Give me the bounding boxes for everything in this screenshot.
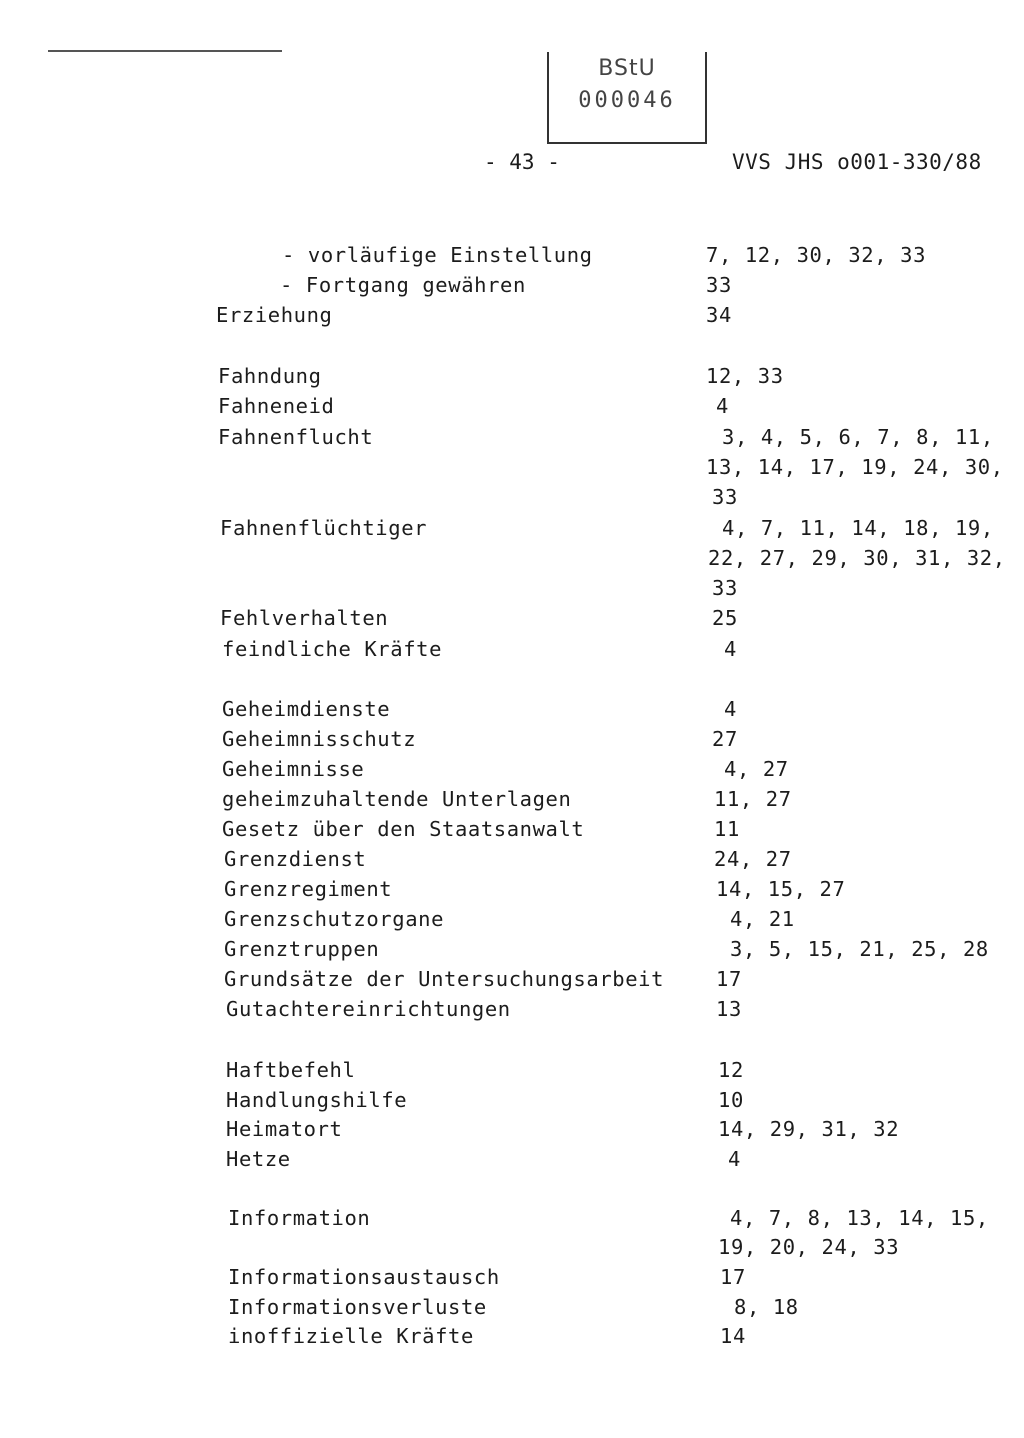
index-page-refs: 4 (716, 394, 729, 418)
index-entry (0, 1262, 1024, 1292)
index-page-refs: 4 (724, 697, 737, 721)
index-entry (0, 634, 1024, 664)
index-page-refs: 4, 7, 11, 14, 18, 19, (722, 516, 994, 540)
index-entry (0, 1203, 1024, 1233)
index-term: Heimatort (226, 1117, 343, 1141)
index-page-refs: 22, 27, 29, 30, 31, 32, (708, 546, 1006, 570)
index-term: Geheimnisschutz (222, 727, 417, 751)
index-term: Informationsaustausch (228, 1265, 500, 1289)
index-page-refs: 8, 18 (734, 1295, 799, 1319)
index-term: Gutachtereinrichtungen (226, 997, 511, 1021)
top-rule (48, 50, 282, 52)
index-term: Grenzdienst (224, 847, 367, 871)
index-page-refs: 27 (712, 727, 738, 751)
document-reference: VVS JHS o001-330/88 (732, 150, 982, 174)
index-term: inoffizielle Kräfte (228, 1324, 474, 1348)
index-term: - vorläufige Einstellung (282, 243, 593, 267)
index-entry (0, 1292, 1024, 1322)
index-page-refs: 25 (712, 606, 738, 630)
index-page-refs: 10 (718, 1088, 744, 1112)
index-entry (0, 934, 1024, 964)
index-term: Gesetz über den Staatsanwalt (222, 817, 585, 841)
index-entry (0, 1055, 1024, 1085)
index-term: Grundsätze der Untersuchungsarbeit (224, 967, 665, 991)
index-entry (0, 1144, 1024, 1174)
index-entry (0, 1085, 1024, 1115)
index-term: Geheimdienste (222, 697, 391, 721)
index-term: Grenztruppen (224, 937, 380, 961)
index-page-refs: 3, 5, 15, 21, 25, 28 (730, 937, 989, 961)
index-page-refs: 4, 7, 8, 13, 14, 15, (730, 1206, 989, 1230)
archive-stamp (547, 52, 707, 144)
page-number: - 43 - (484, 150, 560, 174)
index-term: Erziehung (216, 303, 333, 327)
index-page-refs: 34 (706, 303, 732, 327)
index-page-refs: 4 (728, 1147, 741, 1171)
index-page-refs: 17 (716, 967, 742, 991)
index-term: Informationsverluste (228, 1295, 487, 1319)
index-entry (0, 1114, 1024, 1144)
index-page-refs: 11, 27 (714, 787, 792, 811)
index-entry (0, 814, 1024, 844)
index-entry (0, 270, 1024, 300)
index-entry (0, 1321, 1024, 1351)
index-entry (0, 482, 1024, 512)
stamp-number: 000046 (578, 88, 676, 113)
index-entry (0, 754, 1024, 784)
index-term: Fahnenflucht (218, 425, 374, 449)
index-term: Grenzschutzorgane (224, 907, 445, 931)
index-term: Handlungshilfe (226, 1088, 408, 1112)
index-entry (0, 1232, 1024, 1262)
index-term: Fehlverhalten (220, 606, 389, 630)
index-page-refs: 33 (706, 273, 732, 297)
index-page-refs: 12 (718, 1058, 744, 1082)
index-page-refs: 7, 12, 30, 32, 33 (706, 243, 927, 267)
index-entry (0, 964, 1024, 994)
index-page-refs: 13, 14, 17, 19, 24, 30, (706, 455, 1004, 479)
index-term: feindliche Kräfte (222, 637, 443, 661)
index-page-refs: 33 (712, 485, 738, 509)
index-term: Hetze (226, 1147, 291, 1171)
index-term: - Fortgang gewähren (280, 273, 526, 297)
index-term: Haftbefehl (226, 1058, 356, 1082)
index-entry (0, 724, 1024, 754)
index-entry (0, 994, 1024, 1024)
index-entry (0, 361, 1024, 391)
index-entry (0, 543, 1024, 573)
index-page-refs: 33 (712, 576, 738, 600)
index-term: Geheimnisse (222, 757, 365, 781)
index-page-refs: 14, 15, 27 (716, 877, 846, 901)
index-page-refs: 12, 33 (706, 364, 784, 388)
index-page-refs: 3, 4, 5, 6, 7, 8, 11, (722, 425, 994, 449)
index-entry (0, 904, 1024, 934)
index-entry (0, 422, 1024, 452)
index-entry (0, 603, 1024, 633)
index-entry (0, 573, 1024, 603)
index-term: geheimzuhaltende Unterlagen (222, 787, 572, 811)
index-page-refs: 14 (720, 1324, 746, 1348)
index-term: Information (228, 1206, 371, 1230)
index-page-refs: 4, 21 (730, 907, 795, 931)
index-entry (0, 513, 1024, 543)
index-entry (0, 694, 1024, 724)
index-page-refs: 4 (724, 637, 737, 661)
index-term: Fahneneid (218, 394, 335, 418)
index-page-refs: 24, 27 (714, 847, 792, 871)
index-term: Grenzregiment (224, 877, 393, 901)
index-entry (0, 874, 1024, 904)
index-entry (0, 844, 1024, 874)
index-page-refs: 13 (716, 997, 742, 1021)
index-entry (0, 240, 1024, 270)
index-entry (0, 452, 1024, 482)
index-page-refs: 17 (720, 1265, 746, 1289)
index-entry (0, 784, 1024, 814)
index-page-refs: 11 (714, 817, 740, 841)
index-page-refs: 4, 27 (724, 757, 789, 781)
index-page-refs: 14, 29, 31, 32 (718, 1117, 900, 1141)
index-page-refs: 19, 20, 24, 33 (718, 1235, 900, 1259)
index-entry (0, 391, 1024, 421)
index-entry (0, 300, 1024, 330)
index-term: Fahnenflüchtiger (220, 516, 428, 540)
stamp-org: BStU (598, 56, 656, 81)
index-term: Fahndung (218, 364, 322, 388)
